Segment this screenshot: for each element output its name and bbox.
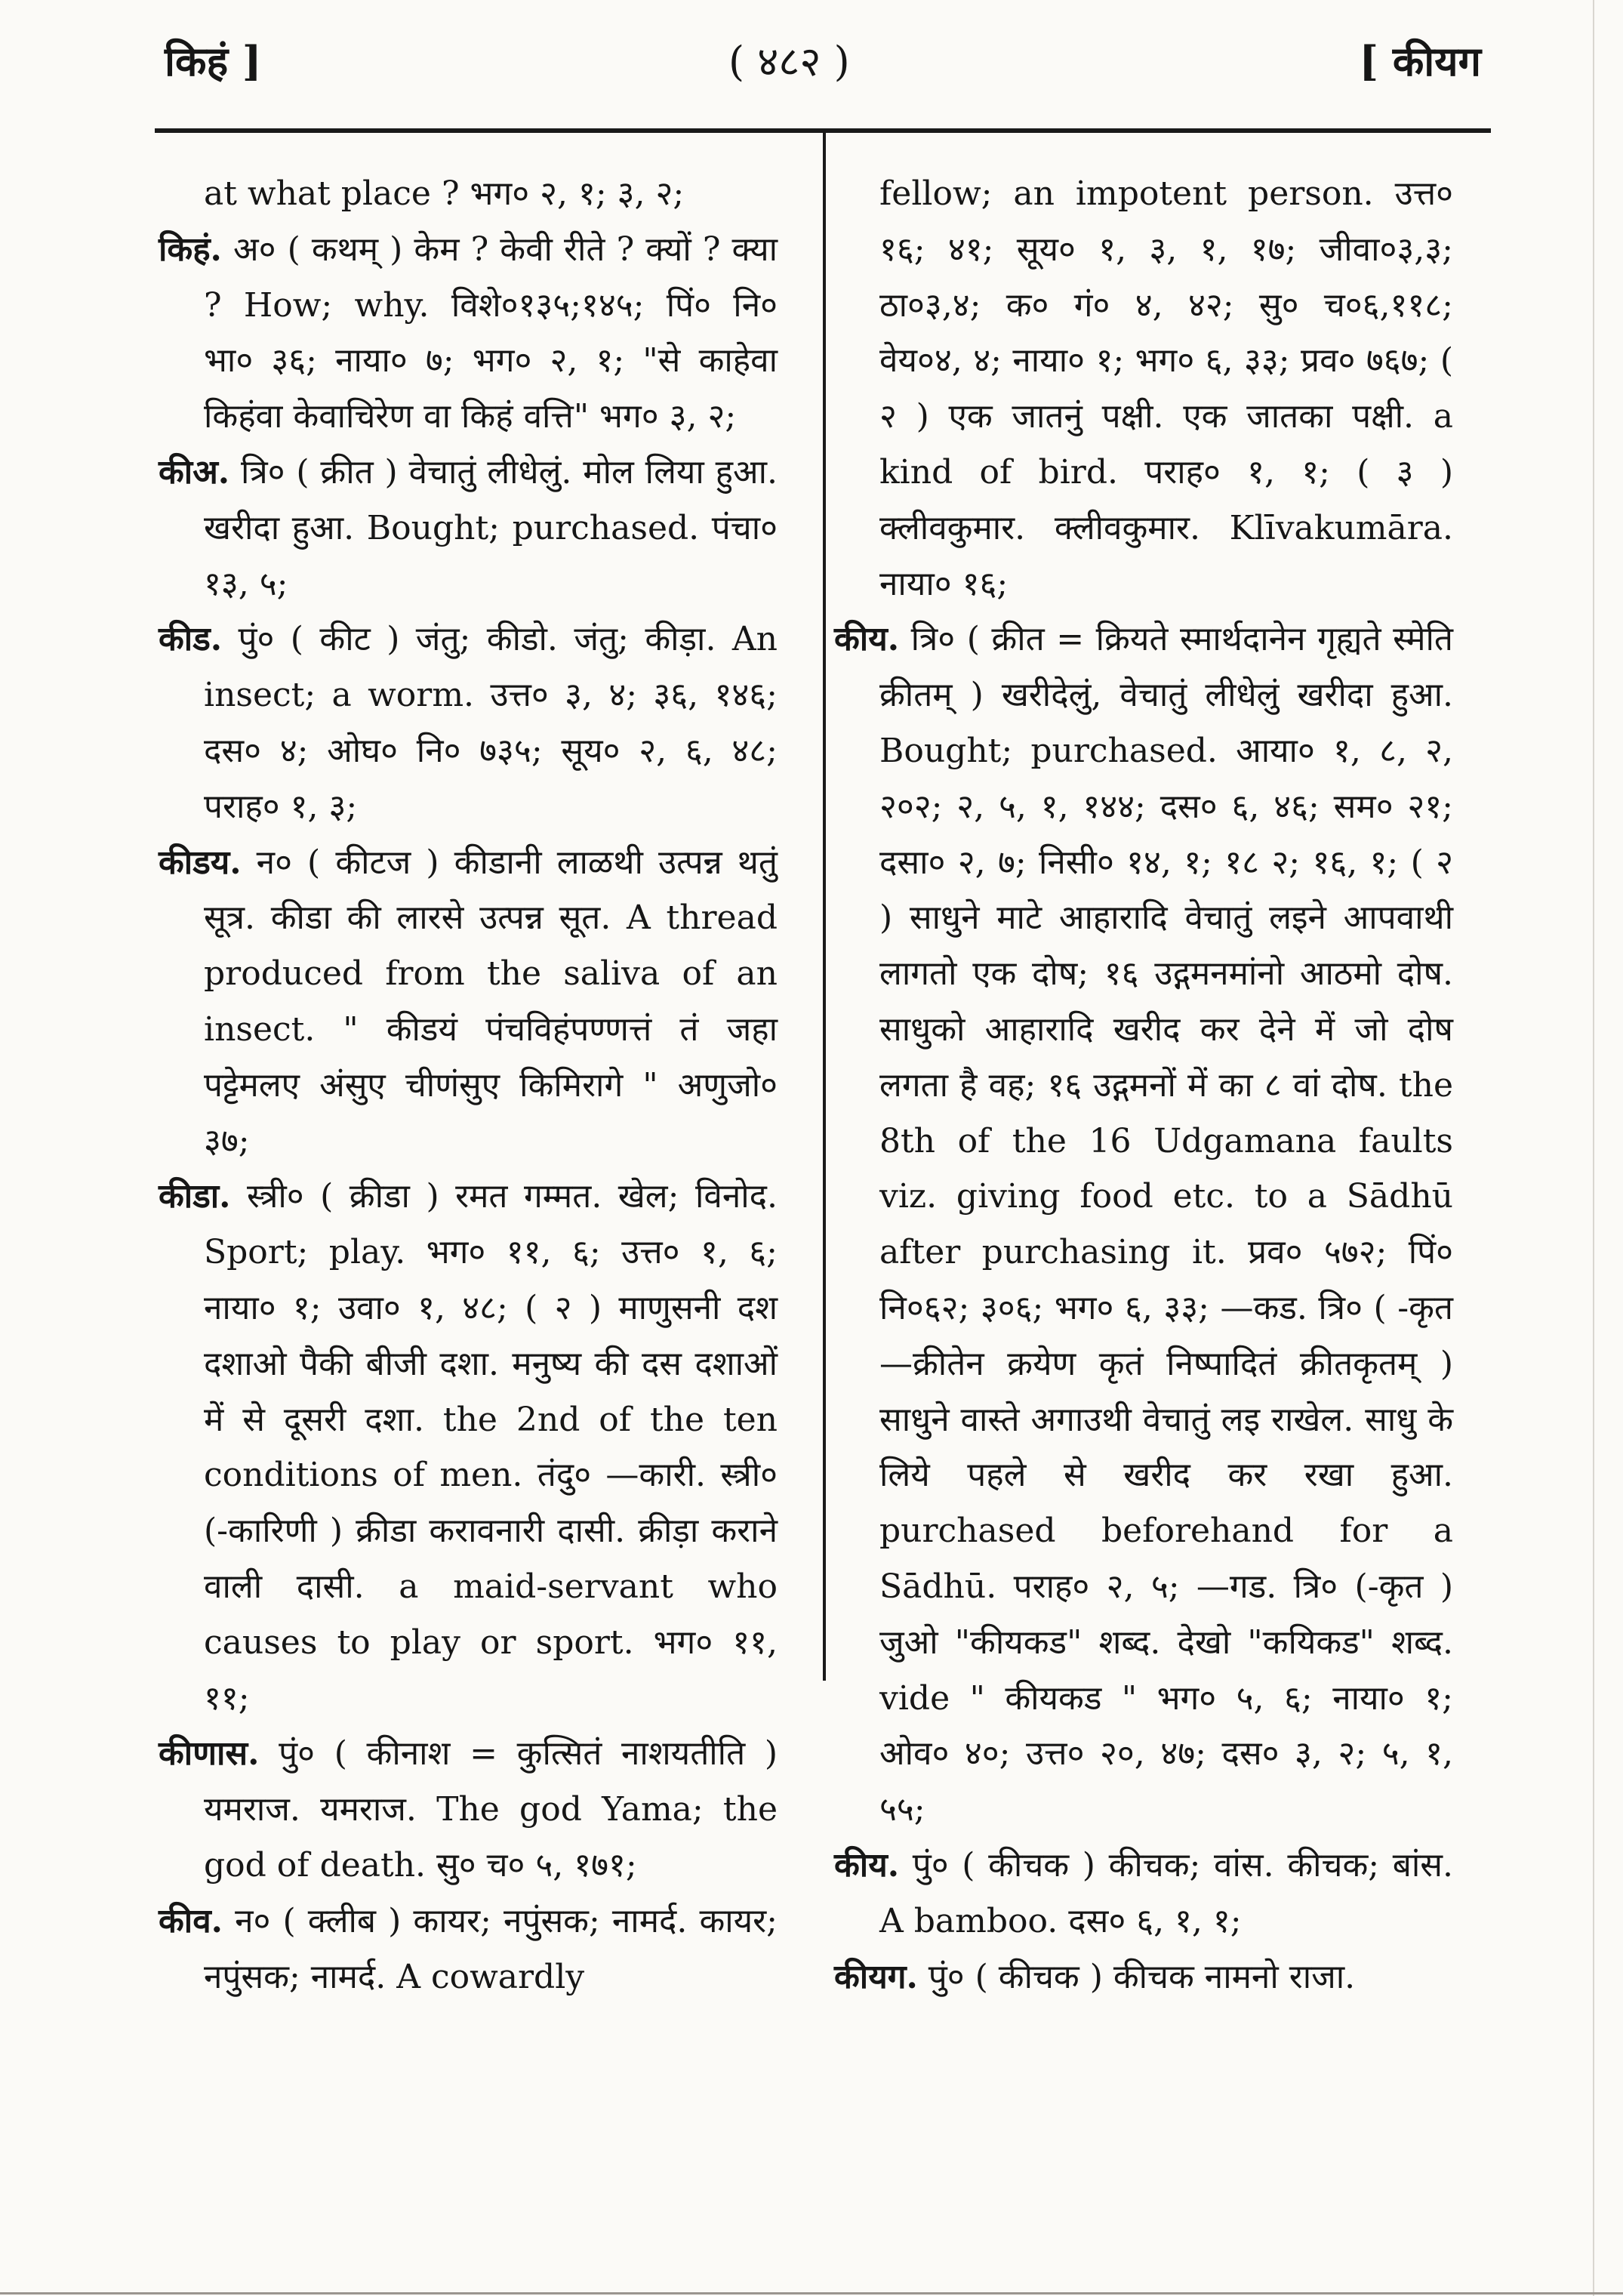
dictionary-entry: [159, 612, 778, 834]
entry-headword: कीडा.: [159, 1177, 231, 1216]
entry-definition: पुं० ( कीचक ) कीचक; वांस. कीचक; बांस. A bamboo. दस० ६, १, १;: [879, 1845, 1453, 1940]
entry-definition: न० ( कीटज ) कीडानी लाळथी उत्पन्न थतुं सूत्र. कीडा की लारसे उत्पन्न सूत. A thread produced from the saliva of an insect. " कीडयं पंचविहंपण्णत्तं तं जहा पट्टेमलए अंसुए चीणंसुए किमिरागे " अणुजो० ३७;: [204, 843, 778, 1160]
header-right-guideword: [ कीयग: [1359, 37, 1481, 85]
dictionary-entry: [159, 835, 778, 1170]
dictionary-entry: [159, 1169, 778, 1726]
entry-definition: स्त्री० ( क्रीडा ) रमत गम्मत. खेल; विनोद. Sport; play. भग० ११, ६; उत्त० १, ६; नाया० १; उवा० १, ४८; ( २ ) माणुसनी दश दशाओ पैकी बीजी दशा. मनुष्य की दस दशाओं में से दूसरी दशा. the 2nd of the ten conditions of men. तंदु० —कारी. स्त्री० (-कारिणी ) क्रीडा करावनारी दासी. क्रीड़ा कराने वाली दासी. a maid-servant who causes to play or sport. भग० ११, ११;: [204, 1177, 778, 1718]
entry-definition: त्रि० ( क्रीत ) वेचातुं लीधेलुं. मोल लिया हुआ. खरीदा हुआ. Bought; purchased. पंचा० १३, ५;: [204, 452, 778, 603]
entry-headword: कीडय.: [159, 843, 242, 882]
dictionary-entry: [834, 166, 1453, 612]
entry-definition: at what place ? भग० २, १; ३, २;: [204, 174, 685, 213]
dictionary-entry: [159, 1894, 778, 2005]
entry-headword: किहं.: [159, 230, 222, 269]
entry-definition: पुं० ( कीनाश = कुत्सितं नाशयतीति ) यमराज. यमराज. The god Yama; the god of death. सु० च० ५, १७१;: [204, 1734, 778, 1885]
entry-definition: पुं० ( कीट ) जंतु; कीडो. जंतु; कीड़ा. An insect; a worm. उत्त० ३, ४; ३६, १४६; दस० ४; ओघ० नि० ७३५; सूय० २, ६, ४८; पराह० १, ३;: [204, 620, 778, 826]
dictionary-entry: [159, 445, 778, 612]
left-column: [159, 166, 778, 1996]
dictionary-entry: [834, 1838, 1453, 1949]
entry-headword: कीय.: [834, 620, 900, 659]
entry-headword: कीव.: [159, 1901, 223, 1940]
dictionary-entry: [834, 612, 1453, 1838]
dictionary-entry: [159, 222, 778, 445]
scan-edge: [1593, 0, 1594, 2296]
entry-headword: कीड.: [159, 620, 223, 659]
entry-headword: कीय.: [834, 1845, 900, 1885]
entry-headword: कीअ.: [159, 452, 230, 492]
page-bottom-edge: [0, 2292, 1623, 2294]
right-column: [834, 166, 1453, 1996]
entry-definition: त्रि० ( क्रीत = क्रियते स्मार्थदानेन गृह्यते स्मेति क्रीतम् ) खरीदेलुं, वेचातुं लीधेलुं खरीदा हुआ. Bought; purchased. आया० १, ८, २, २०२; २, ५, १, १४४; दस० ६, ४६; सम० २१; दसा० २, ७; निसी० १४, १; १८ २; १६, १; ( २ ) साधुने माटे आहारादि वेचातुं लइने आपवाथी लागतो एक दोष; १६ उद्गमनमांनो आठमो दोष. साधुको आहारादि खरीद कर देने में जो दोष लगता है वह; १६ उद्गमनों में का ८ वां दोष. the 8th of the 16 Udgamana faults viz. giving food etc. to a Sādhū after purchasing it. प्रव० ५७२; पिं० नि०६२; ३०६; भग० ६, ३३; —कड. त्रि० ( -कृत—क्रीतेन क्रयेण कृतं निष्पादितं क्रीतकृतम् ) साधुने वास्ते अगाउथी वेचातुं लइ राखेल. साधु के लिये पहले से खरीद कर रखा हुआ. purchased beforehand for a Sādhū. पराह० २, ५; —गड. त्रि० (-कृत ) जुओ "कीयकड" शब्द. देखो "कयिकड" शब्द. vide " कीयकड " भग० ५, ६; नाया० १; ओव० ४०; उत्त० २०, ४७; दस० ३, २; ५, १, ५५;: [879, 620, 1453, 1829]
entry-headword: कीयग.: [834, 1957, 918, 1996]
column-divider: [823, 133, 826, 1681]
dictionary-entry: [159, 1726, 778, 1893]
dictionary-entry: [159, 166, 778, 222]
header-left-guideword: किहं ]: [165, 37, 262, 85]
entry-definition: fellow; an impotent person. उत्त० १६; ४१; सूय० १, ३, १, १७; जीवा०३,३; ठा०३,४; क० गं० ४, ४२; सु० च०६,११८; वेय०४, ४; नाया० १; भग० ६, ३३; प्रव० ७६७; ( २ ) एक जातनुं पक्षी. एक जातका पक्षी. a kind of bird. पराह० १, १; ( ३ ) क्लीवकुमार. क्लीवकुमार. Klīvakumāra. नाया० १६;: [879, 174, 1453, 603]
entry-definition: न० ( क्लीब ) कायर; नपुंसक; नामर्द. कायर; नपुंसक; नामर्द. A cowardly: [204, 1901, 778, 1996]
entry-definition: पुं० ( कीचक ) कीचक नामनो राजा.: [917, 1957, 1356, 1996]
page-number: ( ४८२ ): [728, 38, 850, 85]
entry-headword: कीणास.: [159, 1734, 260, 1774]
entry-definition: अ० ( कथम् ) केम ? केवी रीते ? क्यों ? क्या ? How; why. विशे०१३५;१४५; पिं० नि० भा० ३६; नाया० ७; भग० २, १; "से काहेवा किहंवा केवाचिरेण वा किहं वत्ति" भग० ३, २;: [204, 230, 778, 436]
dictionary-entry: [834, 1949, 1453, 2005]
